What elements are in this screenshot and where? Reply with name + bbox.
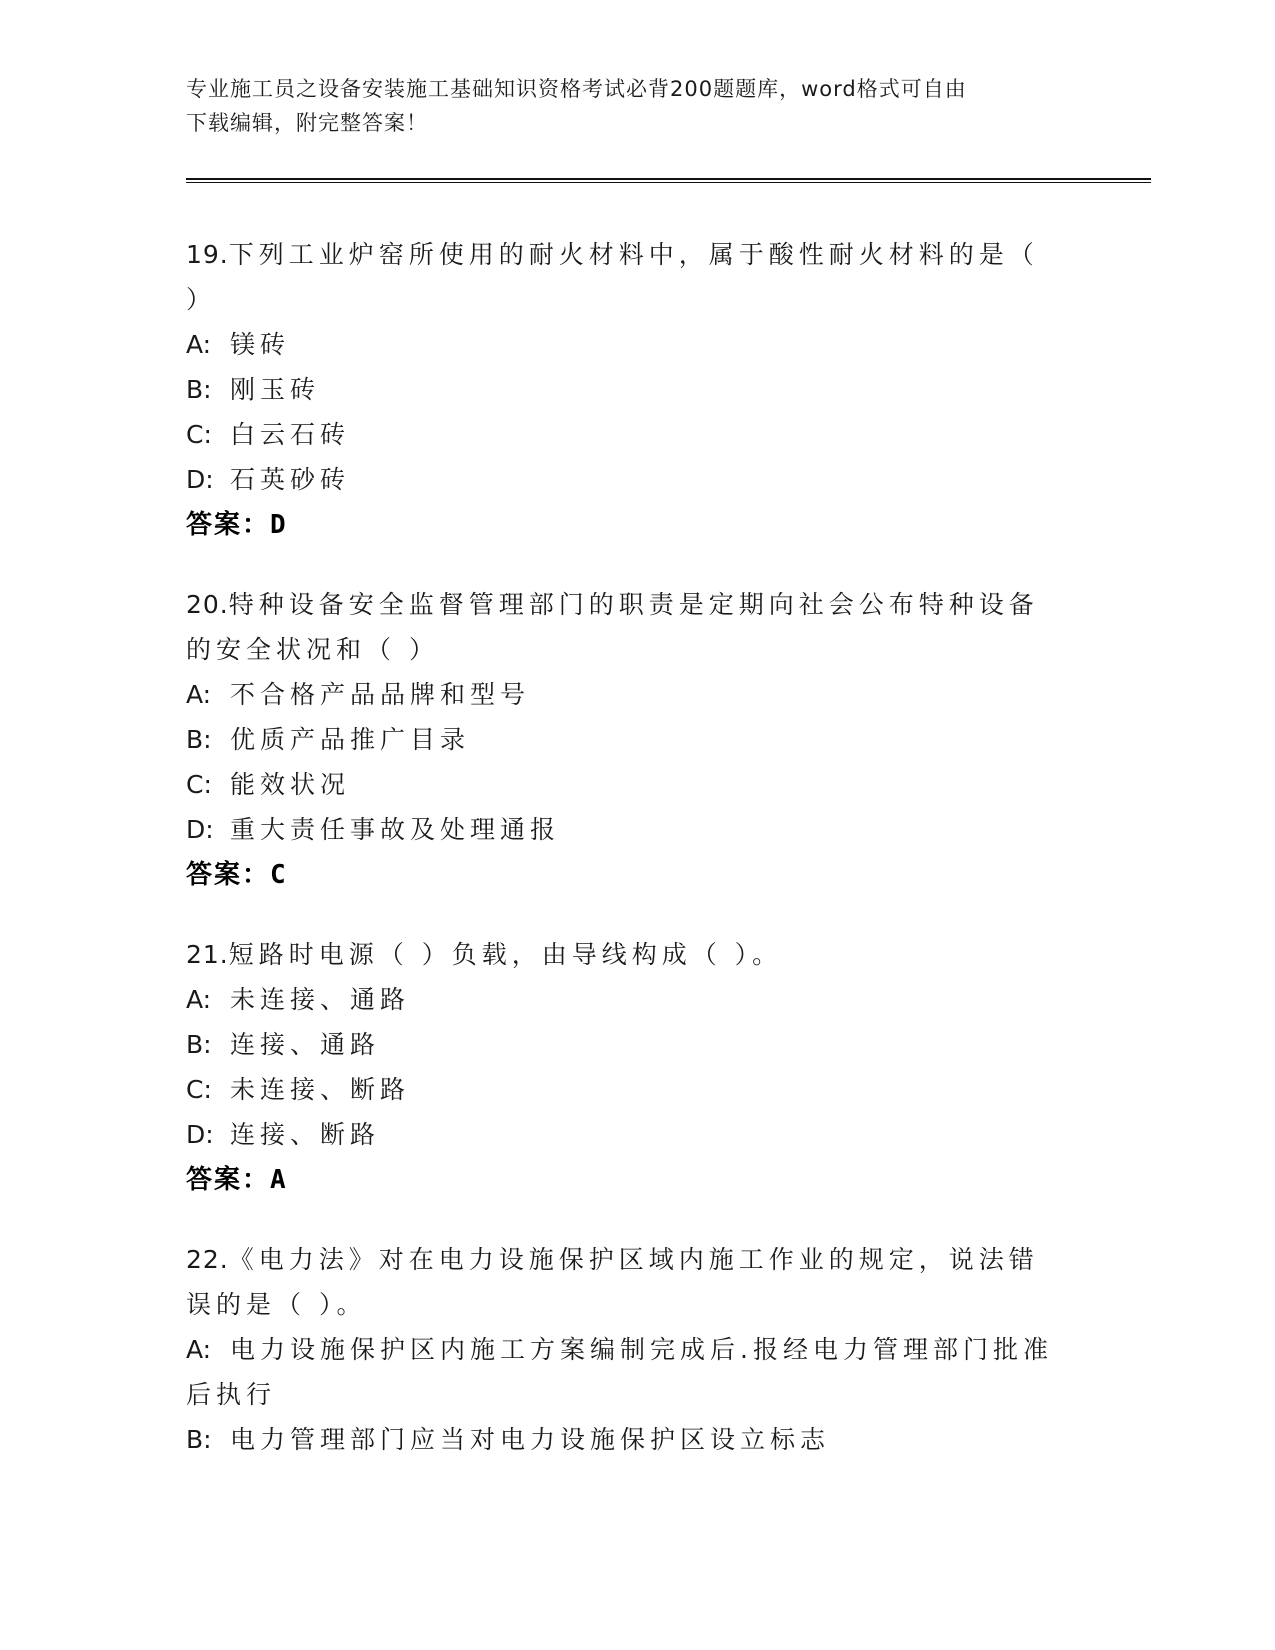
option-text: 未连接、通路 <box>230 985 411 1014</box>
option-text: 优质产品推广目录 <box>230 725 471 754</box>
option-letter: C: <box>186 420 212 449</box>
option-b <box>186 717 1066 762</box>
option-text: 电力设施保护区内施工方案编制完成后.报经电力管理部门批准后执行 <box>186 1335 1053 1409</box>
answer-label: 答案： <box>186 1165 271 1195</box>
question-title <box>186 932 1066 977</box>
option-text: 镁砖 <box>230 330 291 359</box>
option-c <box>186 412 1066 457</box>
answer-value: D <box>270 510 286 540</box>
question-text: 下列工业炉窑所使用的耐火材料中，属于酸性耐火材料的是（ ） <box>186 240 1039 314</box>
option-d <box>186 457 1066 502</box>
question-19 <box>186 232 1066 548</box>
option-d <box>186 807 1066 852</box>
option-a <box>186 322 1066 367</box>
question-list <box>186 232 1066 1462</box>
answer-line <box>186 502 1066 548</box>
option-text: 连接、断路 <box>230 1120 381 1149</box>
question-title <box>186 1237 1066 1327</box>
option-text: 能效状况 <box>230 770 351 799</box>
answer-label: 答案： <box>186 510 271 540</box>
option-a <box>186 1327 1066 1417</box>
option-letter: D: <box>186 1120 214 1149</box>
answer-value: C <box>270 860 286 890</box>
question-number: 22. <box>186 1245 229 1274</box>
question-22 <box>186 1237 1066 1462</box>
option-letter: A: <box>186 330 212 359</box>
option-letter: D: <box>186 815 214 844</box>
question-title <box>186 232 1066 322</box>
question-20 <box>186 582 1066 898</box>
option-letter: A: <box>186 985 212 1014</box>
question-title <box>186 582 1066 672</box>
header-divider <box>186 178 1151 183</box>
option-letter: A: <box>186 1335 212 1364</box>
option-text: 连接、通路 <box>230 1030 381 1059</box>
option-a <box>186 977 1066 1022</box>
question-text: 特种设备安全监督管理部门的职责是定期向社会公布特种设备的安全状况和（ ） <box>186 590 1039 664</box>
answer-label: 答案： <box>186 860 271 890</box>
option-letter: B: <box>186 725 212 754</box>
answer-line <box>186 852 1066 898</box>
option-b <box>186 367 1066 412</box>
option-b <box>186 1022 1066 1067</box>
question-number: 21. <box>186 940 229 969</box>
option-letter: B: <box>186 1030 212 1059</box>
question-number: 20. <box>186 590 229 619</box>
option-letter: A: <box>186 680 212 709</box>
question-text: 《电力法》对在电力设施保护区域内施工作业的规定，说法错误的是（ ）。 <box>186 1245 1039 1319</box>
option-letter: C: <box>186 770 212 799</box>
option-text: 重大责任事故及处理通报 <box>230 815 561 844</box>
option-text: 不合格产品品牌和型号 <box>230 680 531 709</box>
question-number: 19. <box>186 240 229 269</box>
option-text: 刚玉砖 <box>230 375 321 404</box>
question-21 <box>186 932 1066 1203</box>
answer-line <box>186 1157 1066 1203</box>
option-text: 未连接、断路 <box>230 1075 411 1104</box>
option-letter: C: <box>186 1075 212 1104</box>
option-text: 电力管理部门应当对电力设施保护区设立标志 <box>230 1425 831 1454</box>
option-letter: D: <box>186 465 214 494</box>
option-c <box>186 1067 1066 1112</box>
option-d <box>186 1112 1066 1157</box>
answer-value: A <box>270 1165 286 1195</box>
option-c <box>186 762 1066 807</box>
header-line-1: 专业施工员之设备安装施工基础知识资格考试必背200题题库，word格式可自由 <box>186 77 967 101</box>
header-line-2: 下载编辑，附完整答案！ <box>186 111 428 135</box>
option-text: 石英砂砖 <box>230 465 351 494</box>
option-a <box>186 672 1066 717</box>
option-text: 白云石砖 <box>230 420 351 449</box>
question-text: 短路时电源（ ）负载，由导线构成（ ）。 <box>228 940 783 969</box>
document-header <box>186 72 1066 140</box>
option-letter: B: <box>186 1425 212 1454</box>
option-b <box>186 1417 1066 1462</box>
option-letter: B: <box>186 375 212 404</box>
